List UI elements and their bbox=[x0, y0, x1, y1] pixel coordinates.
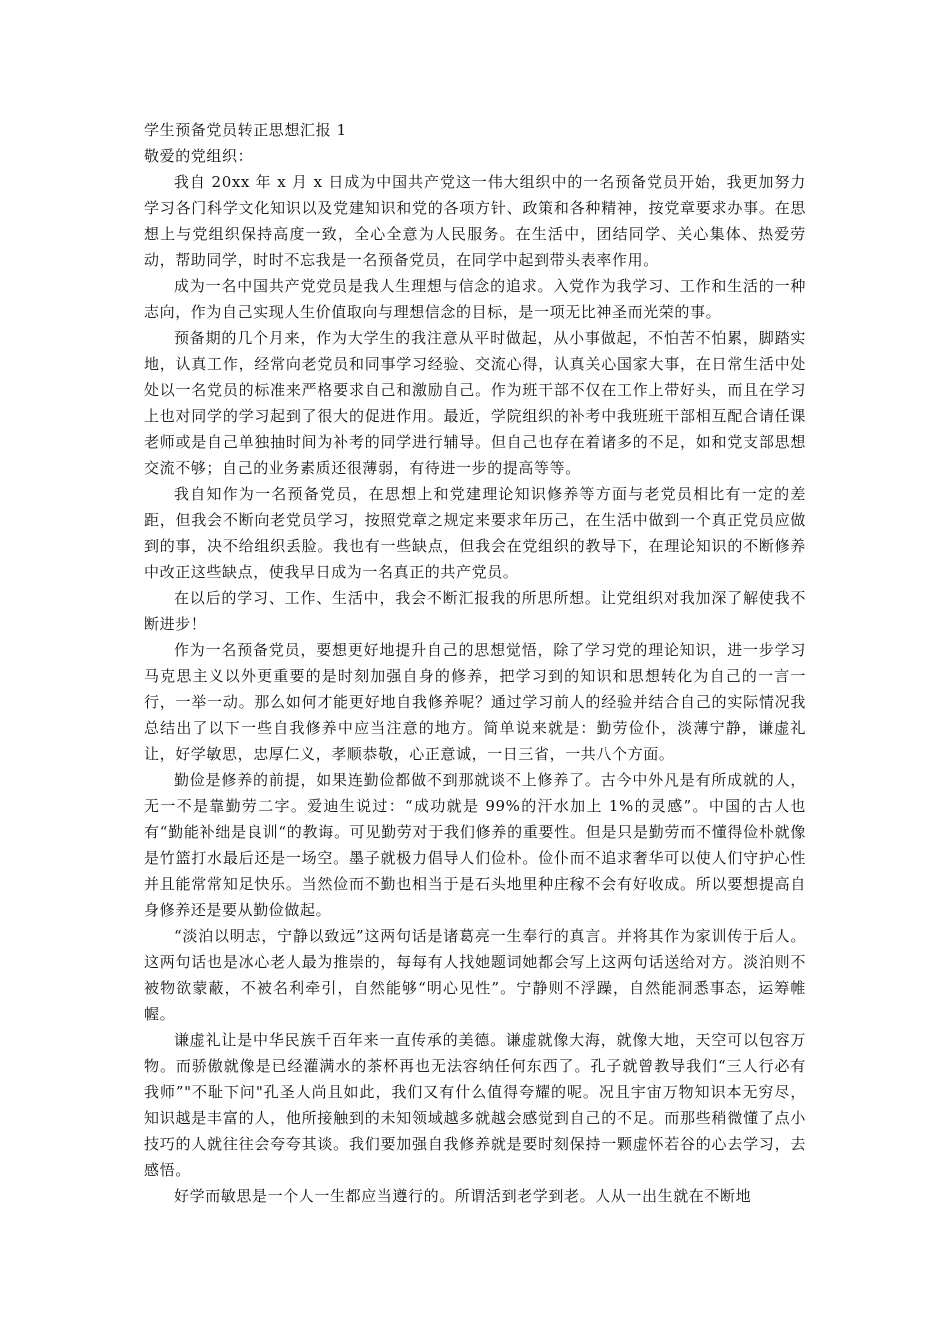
paragraph: 我自 20xx 年 x 月 x 日成为中国共产党这一伟大组织中的一名预备党员开始，我更加努力学习各门科学文化知识以及党建知识和党的各项方针、政策和各种精神，按党章要求办事。在思想上与党组织保持高度一致，全心全意为人民服务。在生活中，团结同学、关心集体、热爱劳动，帮助同学，时时不忘我是一名预备党员，在同学中起到带头表率作用。 bbox=[144, 173, 806, 269]
paragraph: 成为一名中国共产党党员是我人生理想与信念的追求。入党作为我学习、工作和生活的一种志向，作为自己实现人生价值取向与理想信念的目标，是一项无比神圣而光荣的事。 bbox=[144, 277, 806, 321]
paragraph: 我自知作为一名预备党员，在思想上和党建理论知识修养等方面与老党员相比有一定的差距，但我会不断向老党员学习，按照党章之规定来要求年历己，在生活中做到一个真正党员应做到的事，决不给组织丢脸。我也有一些缺点，但我会在党组织的教导下，在理论知识的不断修养中改正这些缺点，使我早日成为一名真正的共产党员。 bbox=[144, 485, 806, 581]
paragraph: 谦虚礼让是中华民族千百年来一直传承的美德。谦虚就像大海，就像大地，天空可以包容万物。而骄傲就像是已经灌满水的茶杯再也无法容纳任何东西了。孔子就曾教导我们“三人行必有我师”"不耻下问"孔圣人尚且如此，我们又有什么值得夸耀的呢。况且宇宙万物知识本无穷尽，知识越是丰富的人，他所接触到的未知领域越多就越会感觉到自己的不足。而那些稍微懂了点小技巧的人就往往会夸夸其谈。我们要加强自我修养就是要时刻保持一颗虚怀若谷的心去学习，去感悟。 bbox=[144, 1031, 806, 1179]
document-page bbox=[144, 117, 806, 1209]
paragraph: 勤俭是修养的前提，如果连勤俭都做不到那就谈不上修养了。古今中外凡是有所成就的人，无一不是靠勤劳二字。爱迪生说过：“成功就是 99%的汗水加上 1%的灵感”。中国的古人也有“勤能补绌是良训“的教诲。可见勤劳对于我们修养的重要性。但是只是勤劳而不懂得俭朴就像是竹篮打水最后还是一场空。墨子就极力倡导人们俭朴。俭仆而不追求奢华可以使人们守护心性并且能常常知足快乐。当然俭而不勤也相当于是石头地里种庄稼不会有好收成。所以要想提高自身修养还是要从勤俭做起。 bbox=[144, 771, 806, 919]
paragraph: 预备期的几个月来，作为大学生的我注意从平时做起，从小事做起，不怕苦不怕累，脚踏实地，认真工作，经常向老党员和同事学习经验、交流心得，认真关心国家大事，在日常生活中处处以一名党员的标准来严格要求自己和激励自己。作为班干部不仅在工作上带好头，而且在学习上也对同学的学习起到了很大的促进作用。最近，学院组织的补考中我班班干部相互配合请任课老师或是自己单独抽时间为补考的同学进行辅导。但自己也存在着诸多的不足，如和党支部思想交流不够；自己的业务素质还很薄弱，有待进一步的提高等等。 bbox=[144, 329, 806, 477]
salutation: 敬爱的党组织： bbox=[144, 147, 254, 165]
document-title: 学生预备党员转正思想汇报 1 bbox=[144, 121, 347, 139]
paragraph: 在以后的学习、工作、生活中，我会不断汇报我的所思所想。让党组织对我加深了解使我不断进步！ bbox=[144, 589, 806, 633]
paragraph: 作为一名预备党员，要想更好地提升自己的思想觉悟，除了学习党的理论知识，进一步学习马克思主义以外更重要的是时刻加强自身的修养，把学习到的知识和思想转化为自己的一言一行，一举一动。那么如何才能更好地自我修养呢？通过学习前人的经验并结合自己的实际情况我总结出了以下一些自我修养中应当注意的地方。简单说来就是：勤劳俭仆，淡薄宁静，谦虚礼让，好学敏思，忠厚仁义，孝顺恭敬，心正意诚，一日三省，一共八个方面。 bbox=[144, 641, 806, 763]
paragraph: 好学而敏思是一个人一生都应当遵行的。所谓活到老学到老。人从一出生就在不断地 bbox=[174, 1187, 752, 1205]
paragraph: “淡泊以明志，宁静以致远”这两句话是诸葛亮一生奉行的真言。并将其作为家训传于后人。这两句话也是冰心老人最为推崇的，每每有人找她题词她都会写上这两句话送给对方。淡泊则不被物欲蒙蔽，不被名利牵引，自然能够“明心见性”。宁静则不浮躁，自然能洞悉事态，运筹帷幄。 bbox=[144, 927, 806, 1023]
